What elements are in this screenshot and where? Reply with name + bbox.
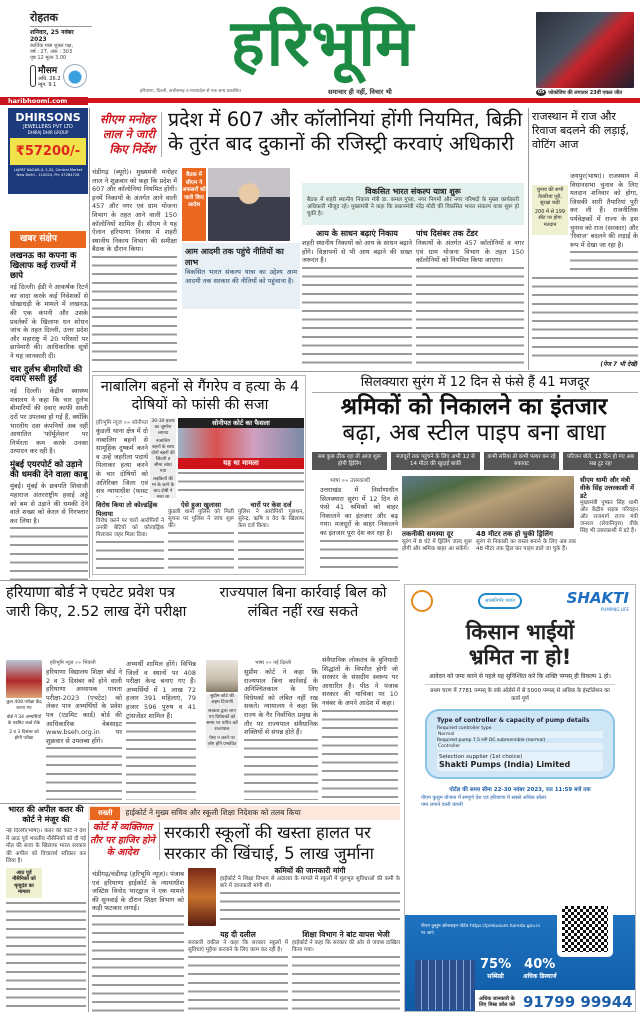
hboard-body-text: अभ्यर्थी शामिल होंगे। विभिन्न जिलों व स्थानों पर 408 परीक्षा केन्द्र बनाए गए हैं। अभ्यर्थियों में 1 लाख 72 हजार 391 महिलाएं, 79 हजार 596 पुरुष व 41 ट्रांसजेंडर शामिल हैं। bbox=[126, 660, 196, 720]
lead-photo-cm[interactable] bbox=[208, 168, 290, 241]
text-filler bbox=[96, 539, 164, 572]
sub-headline: तकनीकी समस्या दूर bbox=[402, 530, 454, 538]
side-body: मुख्यमंत्री पुष्कर सिंह धामी और केंद्रीय सड़क परिवहन और राजमार्ग राज्य मंत्री जनरल (सेवानिवृत्त) वीके सिंह भी उत्तरकाशी में डटे हैं। bbox=[580, 500, 638, 534]
ad-line: आवेदन को जमा करने से पहले यह सुनिश्चित करें कि शक्ति पम्पस् ही विकल्प 1 हो। bbox=[429, 673, 611, 680]
text-filler bbox=[220, 890, 400, 926]
gangrape-sub3 bbox=[238, 500, 304, 572]
kusum-line: पीएम कुसुम योजना में सम्पूर्ण देश एवं हरियाणा में सबसे अधिक सोलर पम्प लगाने वाली कंपनी bbox=[421, 795, 547, 808]
subsidy-value: 75% bbox=[480, 957, 512, 972]
schools-sub1 bbox=[188, 930, 288, 1013]
form-row: Required controller type bbox=[437, 726, 492, 731]
tunnel-body bbox=[320, 486, 398, 574]
portal-info: पीएम कुसुम ऑनलाइन पोर्टल https://pmkusum.hareda.gov.in पर जाएं bbox=[421, 924, 541, 936]
side-note: बोर्ड ने 34 अभ्यर्थियों के एडमिट कार्ड रोके bbox=[6, 715, 42, 726]
hboard-body-text: हरियाणा विद्यालय शिक्षा बोर्ड ने 2 व 3 दिसंबर को होने वाली हरियाणा अध्यापक पात्रता परीक्षा-2023 (एचटेट) को लेकर पात्र अभ्यर्थियों के प्रवेश पत्र (एडमिट कार्ड) बोर्ड की आधिकारिक वेबसाइट www.bseh.org.in पर शुक्रवार से उपलब्ध होंगे। bbox=[46, 668, 122, 745]
shakti-tagline: PUMPING LIFE bbox=[601, 607, 629, 612]
temp-min: 9.1 bbox=[48, 82, 57, 88]
section-divider bbox=[0, 580, 400, 581]
side-note: कुल 408 परीक्षा केंद्र बनाए गए bbox=[6, 700, 42, 711]
temp-max: 26.2 bbox=[49, 76, 61, 82]
weather-label: मौसम bbox=[38, 66, 58, 76]
masthead-info bbox=[30, 10, 92, 88]
column-divider bbox=[88, 822, 89, 1012]
tunnel-sub2 bbox=[476, 530, 576, 574]
edition-city: रोहतक bbox=[30, 11, 58, 24]
lead-box-title: विकसित भारत संकल्प यात्रा शुरू bbox=[365, 187, 461, 196]
hboard-body-2 bbox=[126, 660, 196, 800]
phone-number[interactable]: 91799 99944 bbox=[523, 992, 633, 1011]
hboard-headline[interactable]: हरियाणा बोर्ड ने एचटेट प्रवेश पत्र जारी किए, 2.52 लाख देंगे परीक्षा bbox=[6, 585, 187, 620]
schools-strap bbox=[88, 806, 400, 820]
tunnel-body-text: उत्तराखंड में निर्माणाधीन सिलक्यारा सुरंग में 12 दिन से फंसे 41 श्रमिकों को बाहर निकालने का इंतजार और बढ़ गया। मजदूरों के बाहर निकालने का इंतजार पूरा देश कर रहा है। bbox=[320, 486, 398, 537]
shakti-logo: SHAKTI bbox=[566, 589, 629, 607]
governor-dateline: भाषा »» नई दिल्ली bbox=[255, 660, 292, 666]
tunnel-dateline: भाषा »» उत्तरकाशी bbox=[330, 478, 370, 484]
text-filler bbox=[188, 954, 288, 1013]
callout: कभी सरिया तो कभी पत्थर बन रहे रुकावट bbox=[484, 452, 559, 470]
section-divider bbox=[0, 803, 400, 804]
side-note: सरकार द्वारा लाए गए विधेयकों को समय पर पारित करें राज्यपाल bbox=[206, 709, 238, 732]
tunnel-sub1 bbox=[402, 530, 472, 574]
gangrape-dateline: हरिभूमि न्यूज »» सोनीपत bbox=[96, 420, 148, 426]
brief-title[interactable]: लखनऊ की कंपनी के खिलाफ कई राज्यों में छापे bbox=[10, 252, 77, 281]
ad-headline: किसान भाईयों bbox=[465, 620, 575, 644]
call-label: अधिक जानकारी के लिए मिस्ड कॉल करें bbox=[479, 995, 515, 1008]
schools-kicker: कोर्ट में व्यक्तिगत तौर पर हाजिर होने के आदेश bbox=[90, 822, 160, 860]
schools-headline[interactable]: सरकारी स्कूलों की खस्ता हालत पर सरकार की खिंचाई, 5 लाख जुर्माना bbox=[164, 823, 374, 863]
price-info: पृष्ठ 12 मूल्य 3.00 bbox=[30, 55, 67, 61]
governor-headline[interactable]: राज्यपाल बिना कार्रवाई बिल को लंबित नहीं रख सकते bbox=[219, 585, 387, 620]
sub-headline: 48 मीटर तक हो चुकी ड्रिलिंग bbox=[476, 530, 553, 538]
governor-body-text: संवैधानिक लोकतंत्र के बुनियादी सिद्धांतों के विपरीत होगी जो सरकार के संसदीय स्वरूप पर आधारित है। पीठ ने पंजाब सरकार की याचिका पर 10 नवंबर के अपने आदेश में कहा। bbox=[322, 656, 398, 707]
seal-logo-icon bbox=[411, 590, 433, 612]
sub-headline: आय के साधन बढ़ाएं निकाय bbox=[316, 229, 398, 238]
side-note: सुप्रीम कोर्ट की अहम टिप्पणी bbox=[210, 694, 234, 705]
text-filler bbox=[178, 470, 304, 498]
sub-headline: यह दी दलील bbox=[220, 930, 256, 939]
call-bar[interactable] bbox=[475, 990, 636, 1012]
see-more-link[interactable]: (पेज 7 भी देखें) bbox=[600, 361, 638, 368]
sub-body: शहरी स्थानीय निकायों को आय के साधन बढ़ाने होंगे। विज्ञापनों से भी आय बढ़ाने की सख्त जरूरत है। bbox=[302, 239, 412, 265]
text-filler bbox=[238, 530, 304, 572]
section-divider bbox=[92, 371, 640, 372]
gangrape-body bbox=[96, 427, 148, 497]
hboard-dateline: हरिभूमि न्यूज »» भिवानी bbox=[50, 660, 96, 666]
website-url[interactable]: haribhoomi.com bbox=[0, 97, 88, 105]
brief-body: नई दिल्ली। ईडी ने आकर्षक रिटर्न का वादा करके कई निवेशकों से धोखाधड़ी के मामले में लखनऊ की एक कंपनी और उसके प्रवर्तकों के खिलाफ धन शोधन जांच के तहत दिल्ली, उत्तर प्रदेश और महाराष्ट्र में 20 परिसरों पर छापेमारी की। आधिकारिक सूत्रों ने यह जानकारी दी। bbox=[10, 283, 88, 361]
form-row: Controller bbox=[437, 743, 603, 750]
schools-box-body: हाईकोर्ट ने शिक्षा विभाग से अदालत के मामले में स्कूलों में मूलभूत सुविधाओं की कमी के बारे में जानकारी मांगी थी। bbox=[220, 876, 400, 889]
rajasthan-body-2 bbox=[532, 275, 638, 368]
sub-body: विरोध करने पर चारों आरोपियों ने उनकी बेटियों को कोल्डड्रिंक पिलाकर जहर मिला दिया। bbox=[96, 518, 164, 538]
teaser[interactable] bbox=[536, 89, 622, 96]
supplier-value: Shakti Pumps (India) Limited bbox=[439, 760, 571, 769]
text-filler bbox=[168, 530, 234, 572]
weather-cloud-icon bbox=[63, 64, 87, 88]
text-filler bbox=[320, 538, 398, 574]
hboard-photo[interactable] bbox=[6, 660, 42, 698]
side-note: नाबालिग बहनों के साथ दोनों बहनों की जिंदगी व सीमा लांघा गया bbox=[151, 439, 175, 474]
subsidy-label: सब्सिडी bbox=[487, 973, 504, 980]
sub-body: सरकारी वकील ने कहा कि सरकार स्कूलों में सुविधाएं मुहैया करवाने के लिए काम कर रही है। bbox=[188, 940, 288, 953]
briefs-header bbox=[10, 231, 86, 248]
column-divider bbox=[89, 108, 90, 578]
lead-body bbox=[92, 168, 177, 366]
ad-shakti[interactable] bbox=[404, 584, 636, 1012]
governor-body-text: सुप्रीम कोर्ट ने कहा कि राज्यपाल बिना कार्रवाई के अनिश्चितकाल के लिए विधेयकों को लंबित नहीं रख सकते। न्यायालय ने कहा कि राज्य के गैर निर्वाचित प्रमुख के तौर पर राज्यपाल संवैधानिक शक्तियों से संपन्न होते हैं। bbox=[244, 668, 318, 737]
schools-box-title: कमियों की जानकारी मांगी bbox=[274, 866, 346, 875]
masthead-red-bar bbox=[0, 98, 640, 103]
teaser-page-badge: 05 bbox=[538, 90, 545, 95]
sidebar-tag-text: बैठक में सीएम ने अफसरों को जारी किए आदेश bbox=[182, 172, 206, 208]
lead-box bbox=[302, 183, 524, 225]
tunnel-headline-1[interactable]: श्रमिकों को निकालने का इंतजार bbox=[340, 394, 608, 420]
side-note: लड़कियों की मां के जाने के बाद दोषी ने मारा था bbox=[151, 477, 175, 500]
gangrape-photo-banner: सोनीपत कोर्ट का फैसला bbox=[178, 418, 304, 428]
rajasthan-body-text: जयपुर(भाषा)। राजस्थान में विधानसभा चुनाव के लिए मतदान शनिवार को होगा, जिसकी सारी तैयारियां पूरी कर ली हैं। राजनीतिक पर्यवेक्षकों में राज्य के इस चुनाव को राज (सरकार) और 'रिवाज' बदलने की लड़ाई के रूप में देखा जा रहा है। bbox=[570, 172, 638, 249]
subline: हरियाणा, दिल्ली, छत्तीसगढ़ व मध्यप्रदेश से एक साथ प्रकाशित bbox=[140, 89, 241, 94]
text-filler bbox=[126, 720, 196, 800]
slogan: समाचार ही नहीं, विचार भी bbox=[328, 88, 392, 96]
callout: सब कुछ ठीक रहा तो आज शुरू होगी ड्रिलिंग bbox=[312, 452, 387, 470]
gangrape-photo-convicts[interactable] bbox=[178, 428, 304, 458]
logo[interactable]: हरिभूमि bbox=[230, 7, 416, 81]
temp-min-label: न्यून. bbox=[38, 82, 47, 88]
hboard-notes bbox=[6, 700, 42, 742]
appeal-headline[interactable]: भारत की अपील कतर की कोर्ट ने मंजूर की bbox=[8, 805, 84, 824]
edition-date: शनिवार, 25 नवंबर 2023 bbox=[30, 26, 92, 43]
text-filler bbox=[302, 265, 412, 368]
gangrape-sub1 bbox=[96, 500, 164, 572]
text-filler bbox=[46, 745, 122, 800]
sub-body: सुरंग से निकासी का रास्ता बनाने के लिए अब तक 48 मीटर तक ड्रिल कर पाइप डाले जा चुके हैं। bbox=[476, 539, 576, 552]
gangrape-photo-label: यह था मामला bbox=[178, 458, 304, 469]
schools-body-text: चंडीगढ़/चंडीगढ़ (हरिभूमि न्यूज़)। पंजाब एवं हरियाणा हाईकोर्ट के न्यायाधीश जस्टिस विनोद भारद्वाज ने एक मामले की सुनवाई के दौरान शिक्षा विभाग को कड़ी फटकार लगाई। bbox=[92, 870, 184, 913]
ad-headline: भ्रमित ना हो! bbox=[468, 645, 572, 669]
lead-sub1 bbox=[302, 228, 412, 368]
text-filler bbox=[532, 275, 638, 360]
supreme-court-photo[interactable] bbox=[206, 660, 238, 692]
sub-body: हाईकोर्ट ने कहा कि सरकार की ओर से जवाब दाखिल किया गया। bbox=[292, 940, 400, 953]
brief-body: नई दिल्ली। केंद्रीय स्वास्थ्य मंत्रालय ने कहा कि चार दुर्लभ बीमारियों की दवाएं काफी सस्ती दरों पर उपलब्ध हो गई हैं, क्योंकि भारतीय दवा कंपनियों अब नहीं आयातित 'फॉर्मूलेशन' पर निर्भरता कम करके उनका उत्पादन कर रही है। bbox=[10, 387, 88, 456]
gangrape-case-body bbox=[178, 470, 304, 498]
sub-body: सुरंग में 8 घंटे में ड्रिलिंग जल्द शुरू होगी और श्रमिक बाहर आ सकेंगे। bbox=[402, 539, 472, 552]
lead-caption-box bbox=[182, 243, 300, 309]
tag-text: चुनाव की सभी तैयारियां पूरी, सुरक्षा कड़ी bbox=[536, 187, 564, 206]
governor-body bbox=[244, 668, 318, 800]
text-filler bbox=[416, 265, 524, 368]
volume-info: वर्ष : 27, अंक : 303 bbox=[30, 49, 73, 55]
supplier-label: Selection supplier (1st choice) bbox=[439, 754, 523, 760]
ad-dhirsons[interactable] bbox=[8, 108, 88, 194]
gangrape-body-text: कुंडली थाना क्षेत्र में दो नाबालिग बहनों से सामूहिक दुष्कर्म करने व उन्हें जहरीला पदार्थ पिलाकर हत्या करने के चार दोषियों को अतिरिक्त जिला एवं सत्र न्यायाधीश (फास्ट bbox=[96, 427, 148, 496]
qr-code[interactable] bbox=[557, 901, 613, 957]
text-filler bbox=[6, 900, 86, 1014]
sub-headline: विरोध किया तो कोल्डड्रिंक पिलाया bbox=[96, 501, 158, 518]
temp-max-label: अधि. bbox=[38, 76, 48, 82]
photo-caption-title: आम आदमी तक पहुंचे नीतियों का लाभ bbox=[185, 247, 284, 267]
form-row: Required pump 7.5 HP DC submersible (normal) bbox=[437, 738, 546, 743]
text-filler bbox=[292, 954, 400, 1013]
briefs-title: खबर संक्षेप bbox=[20, 234, 57, 244]
sub-body: पुलिस ने आरोपियों गुलशन, सुरेन्द्र, ऋषि व वेद के खिलाफ केस दर्ज किया। bbox=[238, 509, 304, 529]
lead-headline[interactable]: प्रदेश में 607 और कॉलोनियां होंगी नियमित, बिक्री के तुरंत बाद दुकानों की रजिस्ट्री करवाएं अधिकारी bbox=[168, 108, 523, 155]
text-filler bbox=[244, 737, 318, 800]
tunnel-kicker: सिलक्यारा सुरंग में 12 दिन से फंसे हैं 41 मजदूर bbox=[312, 376, 638, 393]
gangrape-side-notes bbox=[150, 418, 176, 498]
side-note: ऐसा न करने पर लोग होंगे प्रभावित bbox=[207, 736, 237, 747]
discharge-value: 40% bbox=[524, 957, 556, 972]
strap-label: सख्ती bbox=[90, 807, 120, 820]
lead-sidebar-tag bbox=[182, 168, 206, 241]
text-filler bbox=[92, 254, 177, 366]
thermometer-icon bbox=[30, 65, 36, 87]
solar-panel-image bbox=[415, 960, 475, 1010]
photo-caption-body: विकसित भारत संकल्प यात्रा का उद्देश्य आम आदमी तक सरकार की नीतियों को पहुंचाना है। bbox=[185, 268, 297, 285]
teaser-text: जोकोविच की लगातार 23वीं एकल जीत bbox=[548, 89, 623, 96]
column-divider bbox=[528, 108, 529, 370]
gavel-photo[interactable] bbox=[188, 868, 216, 926]
rajasthan-tag bbox=[532, 185, 568, 235]
brief-title[interactable]: चार दुर्लभ बीमारियों की दवाएं सस्ती हुईं bbox=[10, 364, 83, 385]
text-filler bbox=[92, 913, 184, 1013]
sub-headline: चारों पर केस दर्ज bbox=[250, 501, 292, 509]
form-row: Normal bbox=[437, 731, 603, 738]
portal-deadline: पोर्टल की समय सीमा 22-30 नवंबर 2023, रात 11:59 बजे तक bbox=[449, 787, 591, 793]
tunnel-side bbox=[580, 476, 638, 574]
side-note: 30-30 हजार का जुर्माना लगाया bbox=[151, 419, 175, 436]
hboard-body bbox=[46, 668, 122, 800]
lead-kicker: सीएम मनोहर लाल ने जारी किए निर्देश bbox=[94, 112, 162, 157]
panchang-info: कार्तिक मास शुक्ल पक्ष, bbox=[30, 43, 74, 49]
sub-body: निकायों के अंतर्गत 457 कॉलोनियों व नगर एवं ग्राम योजना विभाग के तहत 150 कॉलोनियों को नियमित किया जाएगा। bbox=[416, 239, 524, 265]
lead-body-text: चंडीगढ़ (ब्यूरो)। मुख्यमंत्री मनोहर लाल ने शुक्रवार को कहा कि प्रदेश में 607 और कॉलोनियां नियमित होंगी। इनमें निकायों के अंतर्गत आने वाली 457 और नगर एवं ग्राम योजना विभाग के तहत आने वाली 150 कॉलोनियों शामिल हैं। सीएम ने यह ऐलान हरियाणा निवास में शहरी स्थानीय निकाय विभाग की समीक्षा बैठक के दौरान किया। bbox=[92, 168, 177, 254]
tag-text: 200 में से 199 सीट पर होगा मतदान bbox=[534, 208, 566, 228]
text-filler bbox=[570, 249, 638, 272]
form-title: Type of controller & capacity of pump details bbox=[437, 717, 590, 724]
side-headline: सीएम धामी और मंत्री वीके सिंह उत्तरकाशी में डटे bbox=[580, 476, 634, 500]
ad-brand: DHIRSONS bbox=[15, 111, 81, 124]
ad-address: LAJPAT NAGAR-II, 2-32, Central Market New Delhi - 110024, Ph: 47284728 bbox=[13, 168, 83, 177]
teaser-photo-tennis[interactable] bbox=[536, 12, 634, 88]
briefs-column bbox=[10, 252, 88, 592]
rajasthan-headline[interactable]: राजस्थान में राज और रिवाज बदलने की लड़ाई, वोटिंग आज bbox=[532, 110, 630, 151]
ad-badge: आत्मनिर्भर भारत bbox=[478, 593, 522, 609]
schools-sub2 bbox=[292, 930, 400, 1013]
strap-text: हाईकोर्ट ने मुख्य सचिव और स्कूली शिक्षा निदेशक को तलब किया bbox=[125, 808, 301, 817]
sub-headline: पांच दिसंबर तक टेंडर bbox=[416, 229, 478, 238]
governor-notes bbox=[206, 694, 238, 748]
tunnel-callouts bbox=[312, 452, 638, 470]
appeal-tag: आठ पूर्व नौसैनिकों को मृत्युदंड का मामला bbox=[6, 868, 42, 898]
ad-price: ₹57200/- bbox=[10, 138, 86, 165]
callout: परिजन बोले, 12 दिन हो गए अब सब्र टूट रहा bbox=[563, 452, 638, 470]
appeal-body-text: नई दिल्ली(भाषा)। कतर की कोर्ट ने देश में आठ पूर्व भारतीय नौसैनिकों को दी गई मौत की सजा के खिलाफ भारत सरकार की अपील को विचारार्थ स्वीकार कर लिया है। bbox=[6, 828, 86, 864]
tunnel-photo[interactable] bbox=[402, 476, 574, 528]
ad-sub: JEWELLERS PVT LTD bbox=[23, 124, 73, 130]
discharge-label: अधिक डिस्चार्ज bbox=[523, 973, 557, 980]
side-note: 2 व 3 दिसंबर को होगी परीक्षा bbox=[9, 730, 39, 741]
sub-body: कुंडली थाना पुलिस को मिली सूचना पर पुलिस ने जांच शुरू की। bbox=[168, 509, 234, 529]
text-filler bbox=[10, 525, 88, 592]
sub-headline: ऐसे हुआ खुलासा bbox=[180, 501, 222, 509]
callout: मजदूरों तक पहुंचने के लिए अभी 12 से 14 मीटर की खुदाई बाकी bbox=[391, 452, 480, 470]
lead-box-body: बैठक में शहरी स्थानीय निकाय मंत्री डा. कमल गुप्ता, नगर निगमों और नगर परिषदों के मुख्य कार्यकारी अधिकारी मौजूद रहे। मुख्यमंत्री ने कहा कि प्रधानमंत्री नरेंद्र मोदी की विकसित भारत संकल्प यात्रा शुरू हो चुकी है। bbox=[307, 197, 519, 217]
lead-sub2 bbox=[416, 228, 524, 368]
ad-line: प्रथम चरण में 7781 पम्पस् के वर्क ऑर्डर्स में से 5000 पम्पस् से अधिक के इंस्टॉलेशन का कार्य पूर्ण bbox=[425, 684, 615, 703]
gangrape-headline[interactable]: नाबालिग बहनों से गैंगरेप व हत्या के 4 दोषियों को फांसी की सजा bbox=[100, 379, 300, 413]
ad-group: DHIRAJ DHIR GROUP bbox=[27, 130, 69, 135]
text-filler bbox=[322, 708, 398, 800]
tunnel-headline-2[interactable]: बढ़ा, अब स्टील पाइप बना बाधा bbox=[342, 420, 606, 446]
gangrape-sub2 bbox=[168, 500, 234, 572]
appeal-body bbox=[6, 828, 86, 1013]
pump-form-card bbox=[425, 709, 615, 779]
rajasthan-body bbox=[570, 172, 638, 272]
brief-title[interactable]: मुंबई एयरपोर्ट को उड़ाने की धमकी देने वाला काबू bbox=[10, 459, 88, 480]
brief-body: मुंबई। मुंबई के छत्रपति शिवाजी महाराज अंतरराष्ट्रीय हवाई अड्डे को बम से उड़ाने की धमकी देने वाले शख्स को केरल से गिरफ्तार कर लिया है। bbox=[10, 482, 88, 525]
schools-body bbox=[92, 870, 184, 1013]
governor-body-2 bbox=[322, 656, 398, 800]
sub-headline: शिक्षा विभाग ने बांट वापस भेजी bbox=[302, 930, 390, 939]
schools-box bbox=[220, 866, 400, 926]
